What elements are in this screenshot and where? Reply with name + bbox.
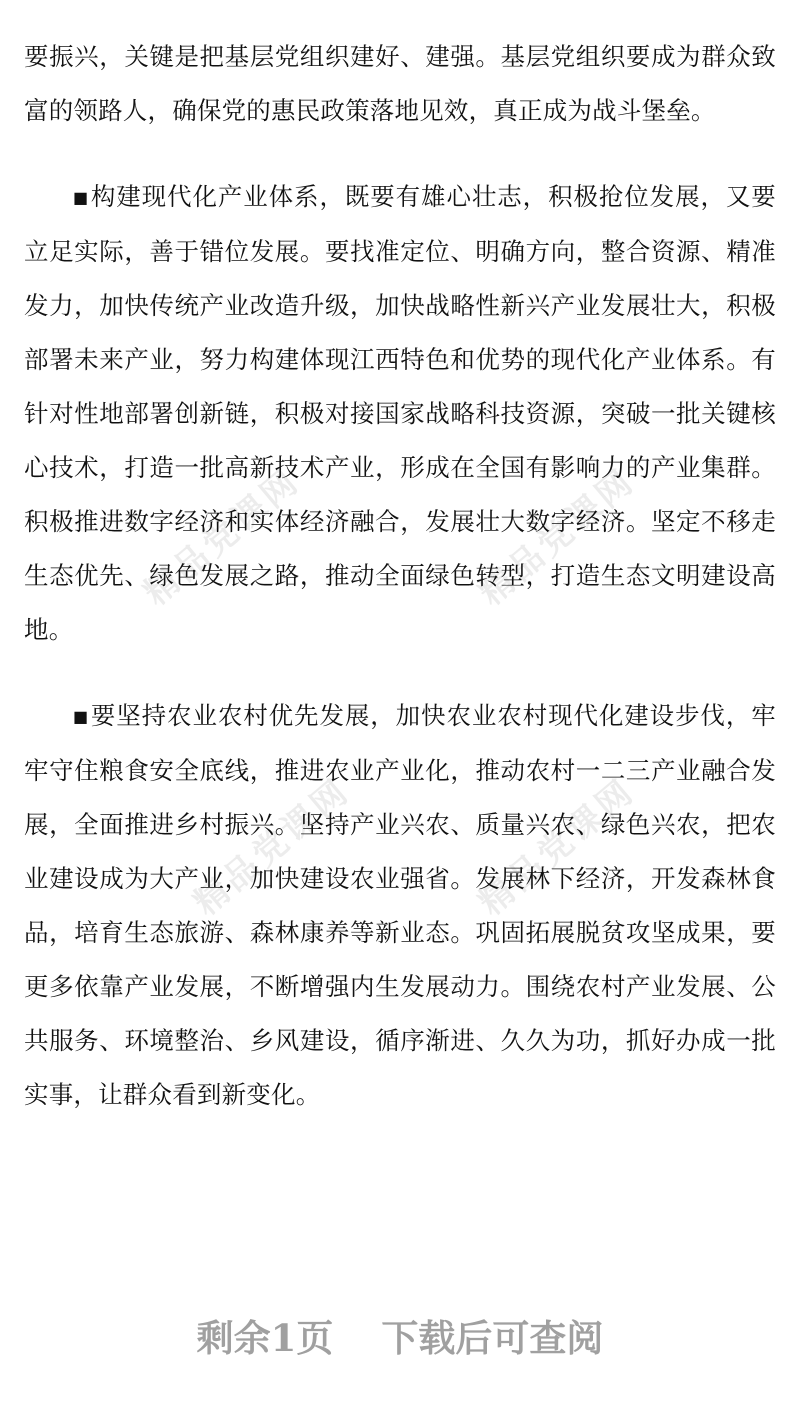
download-prompt[interactable] [0,1308,800,1362]
paragraph-text: 要坚持农业农村优先发展，加快农业农村现代化建设步伐，牢牢守住粮食安全底线，推进农业产业化，推动农村一二三产业融合发展，全面推进乡村振兴。坚持产业兴农、质量兴农、绿色兴农，把农业建设成为大产业，加快建设农业强省。发展林下经济，开发森林食品，培育生态旅游、森林康养等新业态。巩固拓展脱贫攻坚成果，要更多依靠产业发展，不断增强内生发展动力。围绕农村产业发展、公共服务、环境整治、乡风建设，循序渐进、久久为功，抓好办成一批实事，让群众看到新变化。 [24,701,776,1109]
paragraph-text: 要振兴，关键是把基层党组织建好、建强。基层党组织要成为群众致富的领路人，确保党的惠民政策落地见效，真正成为战斗堡垒。 [24,42,776,125]
paragraph-3 [24,689,776,1122]
watermark-text: 精品党课网 [471,770,643,924]
square-bullet-icon: ■ [73,707,89,726]
document-body [24,30,776,1122]
watermark-text: 精品党课网 [471,460,643,614]
paragraph-text: 构建现代化产业体系，既要有雄心壮志，积极抢位发展，又要立足实际，善于错位发展。要找准定位、明确方向，整合资源、精准发力，加快传统产业改造升级，加快战略性新兴产业发展壮大，积极部署未来产业，努力构建体现江西特色和优势的现代化产业体系。有针对性地部署创新链，积极对接国家战略科技资源，突破一批关键核心技术，打造一批高新技术产业，形成在全国有影响力的产业集群。积极推进数字经济和实体经济融合，发展壮大数字经济。坚定不移走生态优先、绿色发展之路，推动全面绿色转型，打造生态文明建设高地。 [24,182,776,644]
watermark-text: 精品党课网 [136,460,308,614]
paragraph-1 [24,30,776,138]
remaining-pages-label: 剩余1页 [196,1316,334,1360]
square-bullet-icon: ■ [73,188,89,207]
watermark-text: 精品党课网 [186,770,358,924]
download-to-view-label: 下载后可查阅 [381,1316,604,1360]
paragraph-2 [24,170,776,657]
